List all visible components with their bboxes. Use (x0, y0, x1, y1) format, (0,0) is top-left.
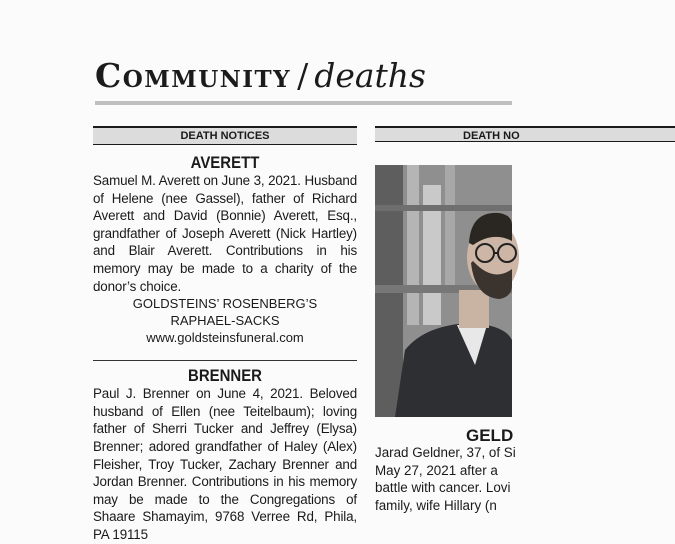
notice-divider (93, 360, 357, 361)
title-rule (95, 101, 512, 105)
obituary-text (375, 444, 516, 513)
obituary-line: Jarad Geldner, 37, of Si (375, 445, 516, 460)
obituary-name: AVERETT (190, 153, 260, 172)
obituary-line: May 27, 2021 after a (375, 462, 498, 478)
obituary-averett (93, 154, 357, 346)
funeral-home-name: GOLDSTEINS’ ROSENBERG’S (132, 296, 318, 312)
obituary-text: Samuel M. Averett on June 3, 2021. Husband of Helene (nee Gassel), father of Richard Averett and David (Bonnie) Averett, Esq., grandfather of Joseph Averett (Nick Hartley) and Blair Averett. Contributions in his memory may be made to a charity of the donor’s choice. (93, 173, 357, 294)
title-separator: / (297, 56, 309, 95)
obituary-line: family, wife Hillary (n (375, 497, 497, 513)
death-notices-header: DEATH NOTICES (93, 126, 357, 145)
funeral-home-url: www.goldsteinsfuneral.com (146, 330, 304, 346)
portrait-illustration (375, 165, 512, 417)
obituary-name: GELD (466, 426, 514, 445)
death-notices-header: DEATH NO (375, 126, 675, 142)
obituary-photo (375, 165, 512, 417)
obituary-brenner (93, 367, 357, 543)
funeral-home-name-2: RAPHAEL-SACKS (170, 313, 280, 329)
section-title: Community (95, 56, 292, 95)
obituary-text: Paul J. Brenner on June 4, 2021. Beloved husband of Ellen (nee Teitelbaum); loving father of Sherri Tucker and Jeffrey (Elysa) Brenner; adored grandfather of Haley (Alex) Fleisher, Troy Tucker, Zachary Brenner and Jordan Brenner. Contributions in his memory may be made to the Congregations of Shaare Shamayim, 9768 Verree Rd, Phila, PA 19115 (93, 386, 357, 542)
page-title (95, 56, 426, 95)
section-subtitle: deaths (314, 56, 426, 95)
obituary-line: battle with cancer. Lovi (375, 480, 511, 496)
obituary-name: BRENNER (188, 366, 262, 386)
left-column (93, 126, 357, 542)
